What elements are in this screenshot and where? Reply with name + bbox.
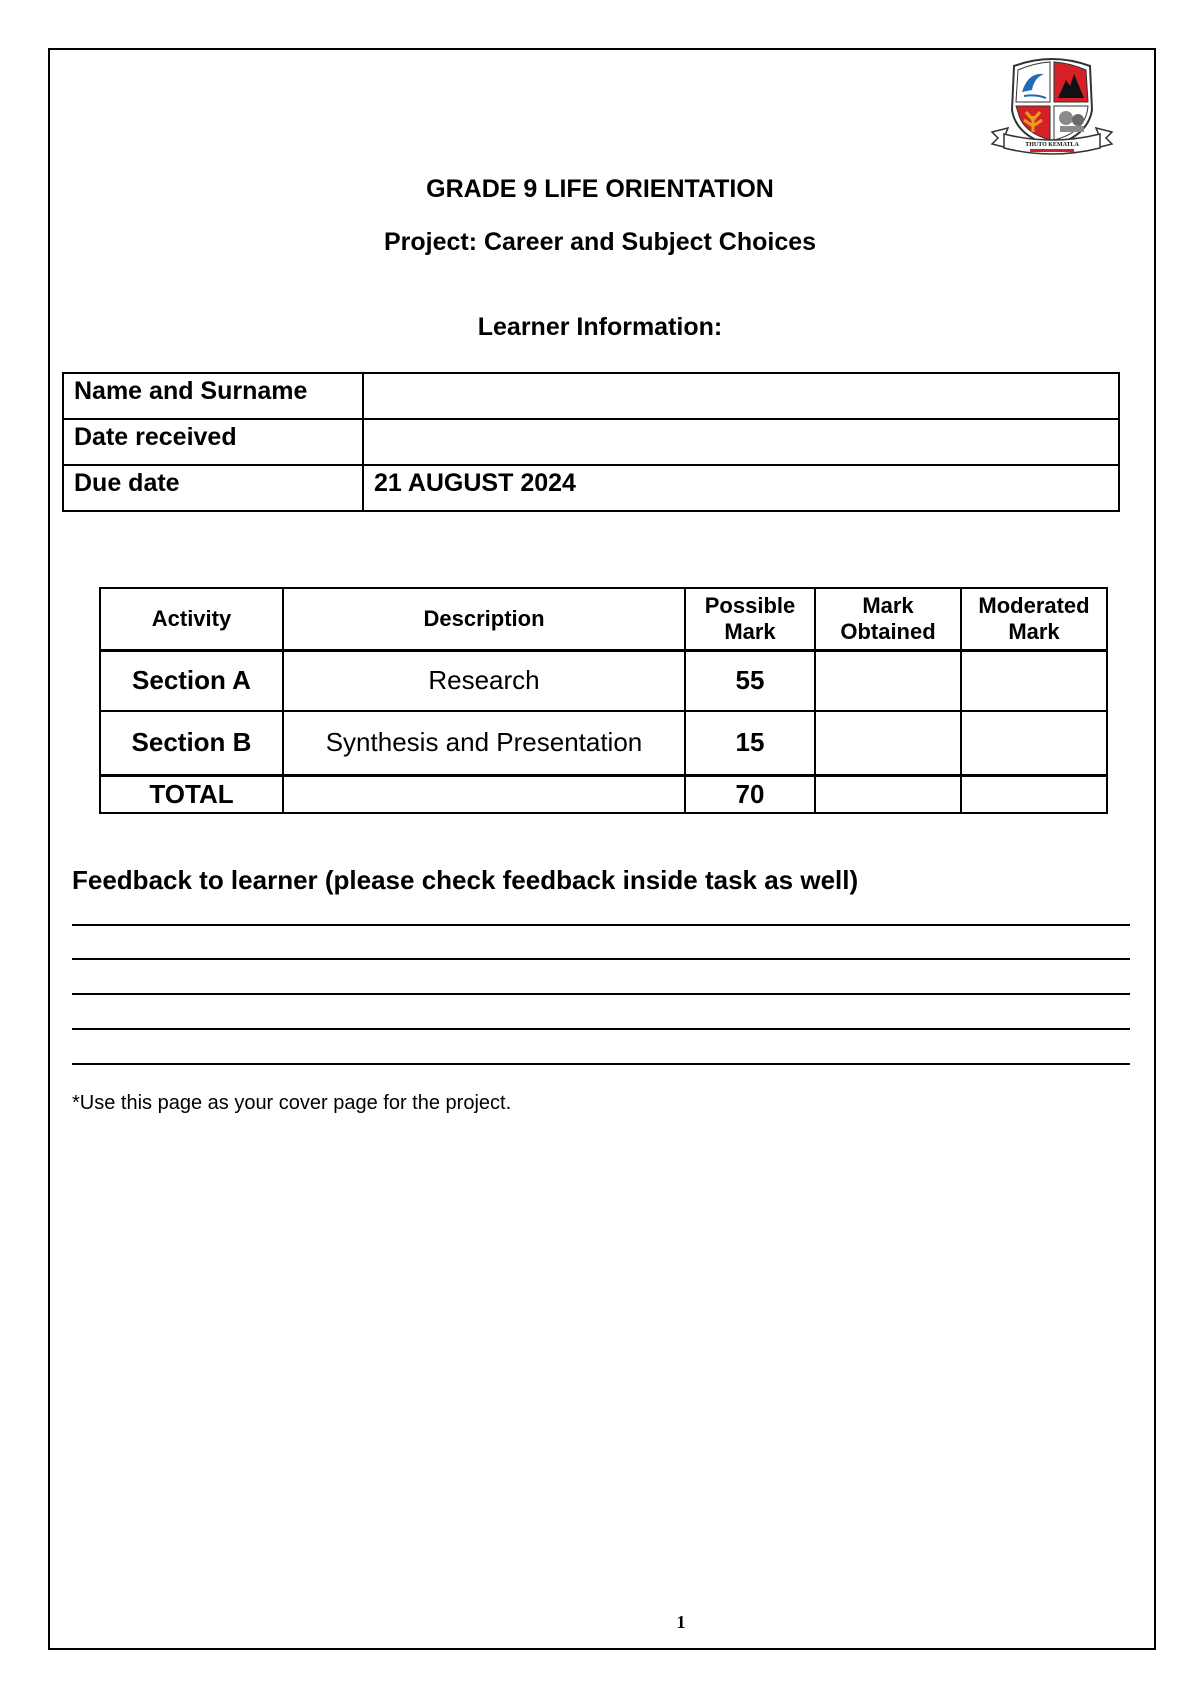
name-surname-field[interactable] (363, 373, 1119, 419)
feedback-heading: Feedback to learner (please check feedback inside task as well) (72, 865, 859, 895)
activity-cell: Section B (100, 711, 283, 775)
feedback-line[interactable] (72, 1028, 1130, 1030)
header-activity: Activity (100, 588, 283, 650)
feedback-line[interactable] (72, 1063, 1130, 1065)
mark-obtained-cell[interactable] (815, 711, 961, 775)
date-received-field[interactable] (363, 419, 1119, 465)
possible-mark-cell: 55 (685, 650, 815, 711)
feedback-line[interactable] (72, 993, 1130, 995)
page-border (48, 48, 1156, 1650)
info-row-date-received (63, 419, 1119, 465)
cover-page-note: *Use this page as your cover page for the project. (72, 1092, 512, 1114)
info-row-due-date (63, 465, 1119, 511)
feedback-line[interactable] (72, 924, 1130, 926)
info-label: Name and Surname (63, 373, 363, 419)
due-date-value: 21 AUGUST 2024 (363, 465, 1119, 511)
info-label: Date received (63, 419, 363, 465)
project-subtitle: Project: Career and Subject Choices (383, 228, 817, 256)
description-cell: Research (283, 650, 685, 711)
header-mark-obtained: Mark Obtained (815, 588, 961, 650)
marks-table (99, 587, 1108, 814)
activity-cell: Section A (100, 650, 283, 711)
total-moderated-mark-cell[interactable] (961, 775, 1107, 813)
table-row (100, 650, 1107, 711)
learner-info-heading: Learner Information: (477, 313, 723, 341)
info-row-name (63, 373, 1119, 419)
total-label: TOTAL (100, 775, 283, 813)
description-cell: Synthesis and Presentation (283, 711, 685, 775)
feedback-line[interactable] (72, 958, 1130, 960)
header-possible-mark: Possible Mark (685, 588, 815, 650)
marks-header-row (100, 588, 1107, 650)
total-description-cell (283, 775, 685, 813)
total-row (100, 775, 1107, 813)
mark-obtained-cell[interactable] (815, 650, 961, 711)
page-title: GRADE 9 LIFE ORIENTATION (426, 175, 774, 203)
total-mark-obtained-cell[interactable] (815, 775, 961, 813)
table-row (100, 711, 1107, 775)
moderated-mark-cell[interactable] (961, 650, 1107, 711)
info-label: Due date (63, 465, 363, 511)
moderated-mark-cell[interactable] (961, 711, 1107, 775)
school-crest-logo (988, 54, 1116, 164)
possible-mark-cell: 15 (685, 711, 815, 775)
learner-info-table (62, 372, 1120, 512)
header-description: Description (283, 588, 685, 650)
page-number: 1 (676, 1612, 686, 1632)
crest-motto: THUTO KEMATLA (1025, 142, 1079, 148)
total-possible-mark: 70 (685, 775, 815, 813)
header-moderated-mark: Moderated Mark (961, 588, 1107, 650)
